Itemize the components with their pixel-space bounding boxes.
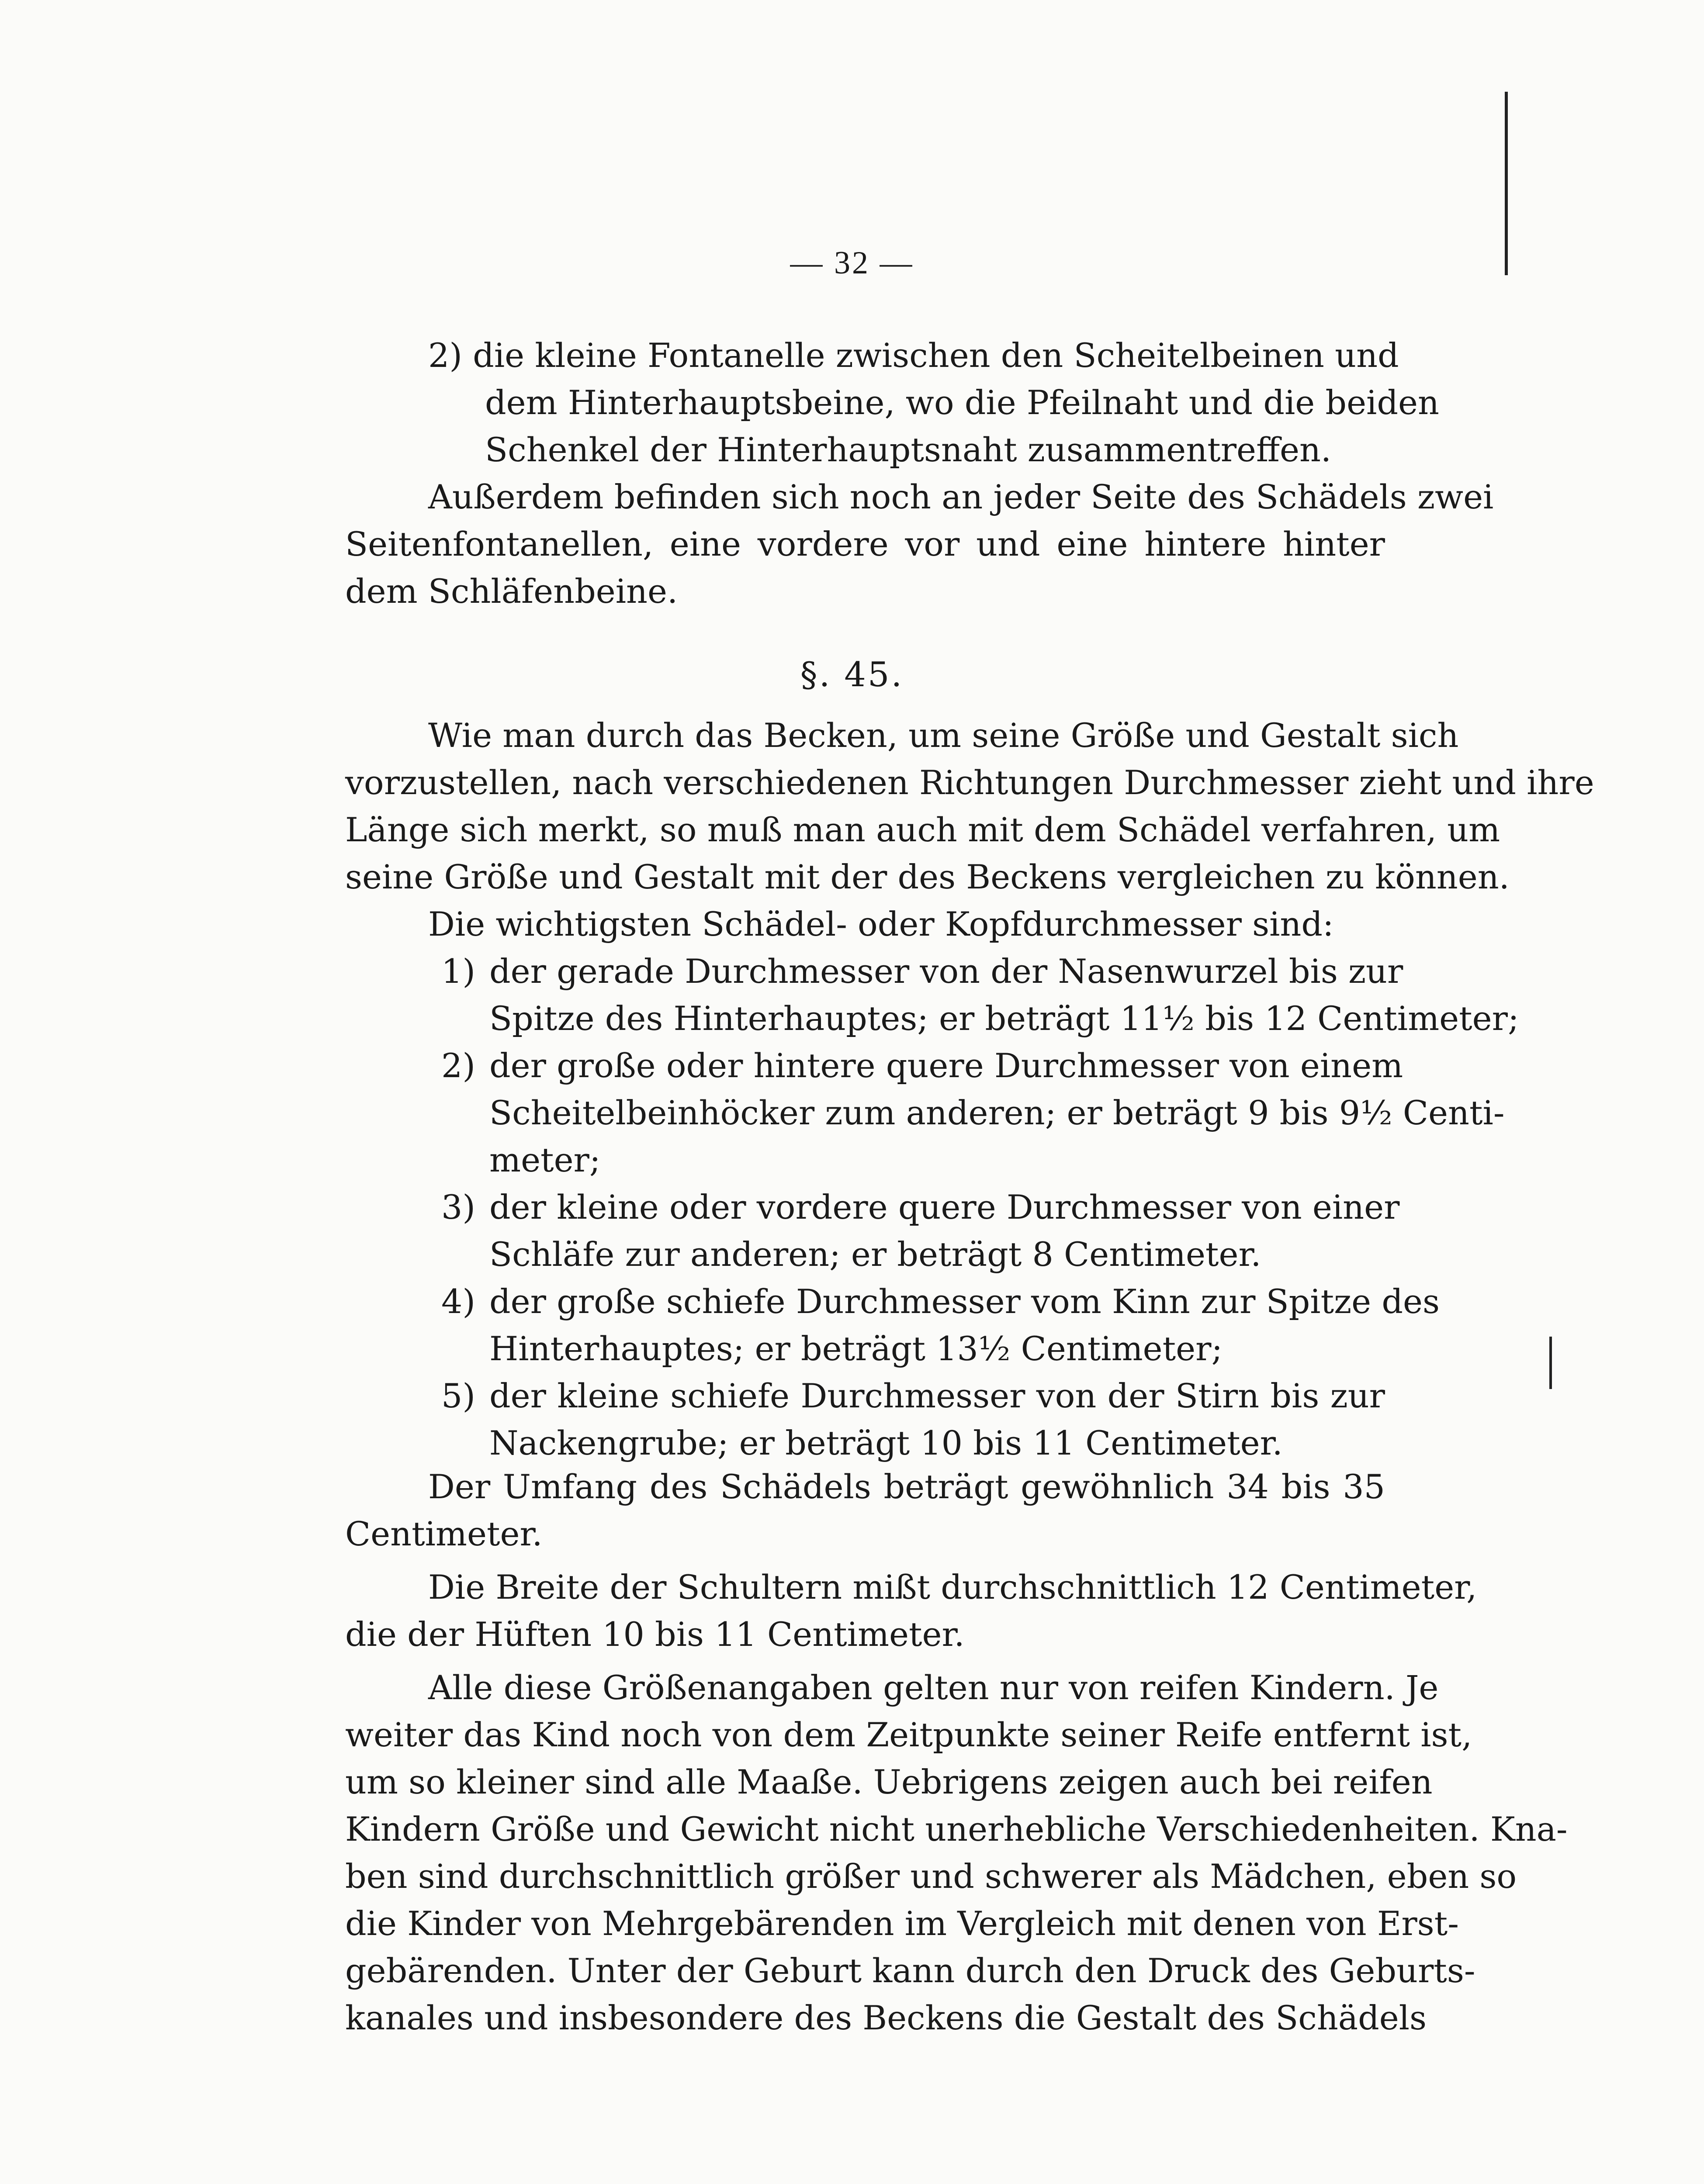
- paragraph-circumference: [345, 1463, 1385, 1558]
- section-heading: §. 45.: [800, 655, 904, 695]
- text-line: Seitenfontanellen, eine vordere vor und eine hintere hinter: [345, 525, 1385, 563]
- text-line: Die Breite der Schultern mißt durchschnittlich 12 Centimeter,: [428, 1568, 1477, 1607]
- text-line: meter;: [489, 1140, 601, 1179]
- text-line: dem Hinterhauptsbeine, wo die Pfeilnaht und die beiden: [485, 383, 1439, 422]
- list-item: [345, 948, 1519, 1042]
- item-number: 4): [441, 1282, 476, 1321]
- paragraph-fontanelles: [345, 473, 1494, 615]
- text-line: Schläfe zur anderen; er beträgt 8 Centimeter.: [489, 1235, 1261, 1274]
- text-line: [345, 948, 1403, 995]
- paragraph-shoulders: [345, 1564, 1477, 1658]
- text-line: dem Schläfenbeine.: [345, 572, 678, 611]
- item-number: 2): [441, 1046, 476, 1085]
- text-line: Außerdem befinden sich noch an jeder Seite des Schädels zwei: [428, 477, 1494, 516]
- list-item: [345, 1372, 1385, 1467]
- text-line: Länge sich merkt, so muß man auch mit dem Schädel verfahren, um: [345, 810, 1500, 849]
- text-line: Wie man durch das Becken, um seine Größe und Gestalt sich: [428, 716, 1459, 755]
- text-line: Centimeter.: [345, 1514, 543, 1553]
- margin-rule-bottom: [1549, 1337, 1552, 1389]
- text-line: seine Größe und Gestalt mit der des Beckens vergleichen zu können.: [345, 857, 1510, 896]
- text-line: Spitze des Hinterhauptes; er beträgt 11½ bis 12 Centimeter;: [489, 999, 1519, 1038]
- text-line: die Kinder von Mehrgebärenden im Vergleich mit denen von Erst-: [345, 1904, 1459, 1943]
- text-line: [345, 1184, 1400, 1231]
- fontanelle-item-2: [345, 332, 1439, 473]
- text-line: [345, 1042, 1403, 1089]
- text-line: Nackengrube; er beträgt 10 bis 11 Centimeter.: [489, 1424, 1283, 1462]
- list-item: [345, 1042, 1505, 1184]
- text-line: vorzustellen, nach verschiedenen Richtungen Durchmesser zieht und ihre: [345, 763, 1594, 802]
- text-line: Die wichtigsten Schädel- oder Kopfdurchmesser sind:: [428, 905, 1334, 943]
- text-line: Hinterhauptes; er beträgt 13½ Centimeter;: [489, 1329, 1223, 1368]
- item-text: der gerade Durchmesser von der Nasenwurzel bis zur: [489, 952, 1403, 991]
- page-number: — 32 —: [790, 245, 914, 281]
- diameter-list: [345, 948, 1519, 1467]
- text-line: [345, 1372, 1385, 1420]
- item-text: der große schiefe Durchmesser vom Kinn zur Spitze des: [489, 1282, 1440, 1321]
- text-line: Alle diese Größenangaben gelten nur von reifen Kindern. Je: [428, 1668, 1439, 1707]
- paragraph-diameters-intro: [345, 712, 1594, 948]
- item-number: 1): [441, 952, 476, 991]
- text-line: Schenkel der Hinterhauptsnaht zusammentreffen.: [485, 430, 1332, 469]
- text-line: kanales und insbesondere des Beckens die Gestalt des Schädels: [345, 1998, 1427, 2037]
- text-line: die der Hüften 10 bis 11 Centimeter.: [345, 1615, 965, 1654]
- item-text: der große oder hintere quere Durchmesser von einem: [489, 1046, 1403, 1085]
- paragraph-size-variation: [345, 1664, 1568, 2042]
- list-item: [345, 1184, 1400, 1278]
- text-line: um so kleiner sind alle Maaße. Uebrigens zeigen auch bei reifen: [345, 1762, 1433, 1801]
- text-line: weiter das Kind noch von dem Zeitpunkte seiner Reife entfernt ist,: [345, 1715, 1472, 1754]
- text-line: [345, 1278, 1440, 1325]
- text-line: 2) die kleine Fontanelle zwischen den Scheitelbeinen und: [428, 336, 1399, 375]
- item-text: der kleine schiefe Durchmesser von der Stirn bis zur: [489, 1376, 1385, 1415]
- list-item: [345, 1278, 1440, 1372]
- text-line: gebärenden. Unter der Geburt kann durch den Druck des Geburts-: [345, 1951, 1475, 1990]
- item-text: der kleine oder vordere quere Durchmesser von einer: [489, 1188, 1400, 1227]
- item-number: 5): [441, 1376, 476, 1415]
- text-line: Kindern Größe und Gewicht nicht unerhebliche Verschiedenheiten. Kna-: [345, 1810, 1568, 1849]
- text-line: ben sind durchschnittlich größer und schwerer als Mädchen, eben so: [345, 1857, 1517, 1896]
- text-line: Scheitelbeinhöcker zum anderen; er beträgt 9 bis 9½ Centi-: [489, 1093, 1505, 1132]
- text-line: Der Umfang des Schädels beträgt gewöhnlich 34 bis 35: [428, 1467, 1385, 1506]
- item-number: 3): [441, 1188, 476, 1227]
